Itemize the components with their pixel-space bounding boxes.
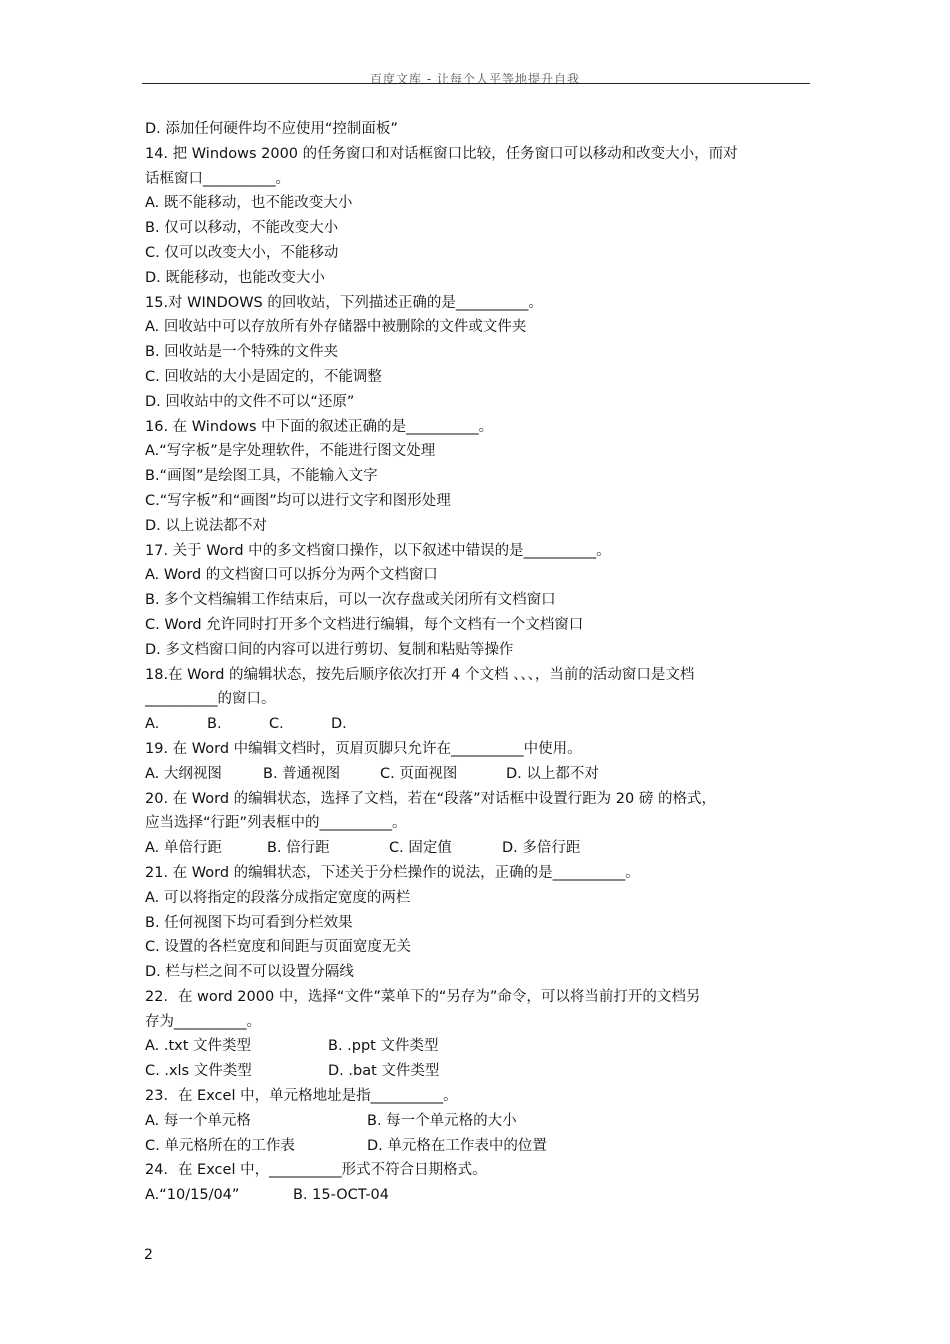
document-body (145, 117, 810, 1208)
question-stem: 21. 在 Word 的编辑状态，下述关于分栏操作的说法，正确的是__________。 (145, 864, 640, 881)
option-a: A. 单倍行距 (145, 840, 222, 857)
question-stem: 24．在 Excel 中，__________形式不符合日期格式。 (145, 1162, 487, 1179)
option-b: B. (207, 716, 222, 733)
option-line: C. 回收站的大小是固定的，不能调整 (145, 368, 382, 385)
question-stem: 16. 在 Windows 中下面的叙述正确的是__________。 (145, 418, 494, 435)
option-b: B. 普通视图 (263, 765, 341, 782)
question-stem: 17. 关于 Word 中的多文档窗口操作，以下叙述中错误的是__________。 (145, 542, 611, 559)
q23-options-row2 (145, 1134, 810, 1159)
option-a: A. .txt 文件类型 (145, 1038, 252, 1055)
option-line: B. 回收站是一个特殊的文件夹 (145, 344, 339, 361)
option-line: D. 多文档窗口间的内容可以进行剪切、复制和粘贴等操作 (145, 641, 514, 658)
question-stem: 20. 在 Word 的编辑状态，选择了文档，若在“段落”对话框中设置行距为 20 磅 的格式， (145, 790, 716, 807)
option-line: C. 仅可以改变大小，不能移动 (145, 244, 339, 261)
option-d: D. 多倍行距 (502, 840, 581, 857)
header-divider (142, 83, 810, 84)
q19-options (145, 762, 810, 787)
option-c: C. (269, 716, 284, 733)
option-b: B. .ppt 文件类型 (328, 1038, 439, 1055)
question-stem: 应当选择“行距”列表框中的__________。 (145, 815, 407, 832)
option-line: D. 回收站中的文件不可以“还原” (145, 393, 355, 410)
option-d: D. 以上都不对 (506, 765, 599, 782)
option-a: A. 大纲视图 (145, 765, 222, 782)
option-b: B. 15-OCT-04 (293, 1187, 389, 1204)
option-line: B.“画图”是绘图工具，不能输入文字 (145, 468, 378, 485)
option-line: A.“写字板”是字处理软件，不能进行图文处理 (145, 443, 436, 460)
question-stem: 存为__________。 (145, 1013, 261, 1030)
option-line: D. 栏与栏之间不可以设置分隔线 (145, 964, 354, 981)
page-header: 百度文库 - 让每个人平等地提升自我 (370, 72, 580, 86)
page-number: 2 (144, 1247, 153, 1263)
option-line: B. 任何视图下均可看到分栏效果 (145, 914, 353, 931)
question-stem: 18.在 Word 的编辑状态，按先后顺序依次打开 4 个文档 、、、，当前的活动窗口是文档 (145, 666, 695, 683)
option-a: A.“10/15/04” (145, 1187, 240, 1204)
q20-options (145, 836, 810, 861)
question-stem: 22．在 word 2000 中，选择“文件”菜单下的“另存为”命令，可以将当前打开的文档另 (145, 988, 701, 1005)
option-a: A. 每一个单元格 (145, 1112, 251, 1129)
option-line: B. 仅可以移动，不能改变大小 (145, 220, 339, 237)
q22-options-row1 (145, 1034, 810, 1059)
option-c: C. 页面视图 (380, 765, 458, 782)
option-c: C. 单元格所在的工作表 (145, 1137, 295, 1154)
question-stem: __________的窗口。 (145, 691, 276, 708)
question-stem: 19. 在 Word 中编辑文档时，页眉页脚只允许在__________中使用。 (145, 740, 582, 757)
option-b: B. 每一个单元格的大小 (367, 1112, 517, 1129)
option-line: C. 设置的各栏宽度和间距与页面宽度无关 (145, 939, 411, 956)
option-c: C. 固定值 (389, 840, 452, 857)
q18-options (145, 712, 810, 737)
question-stem: 话框窗口__________。 (145, 170, 290, 187)
question-stem: 23．在 Excel 中，单元格地址是指__________。 (145, 1088, 458, 1105)
option-line: C. Word 允许同时打开多个文档进行编辑，每个文档有一个文档窗口 (145, 616, 584, 633)
option-line: D. 以上说法都不对 (145, 517, 267, 534)
option-b: B. 倍行距 (267, 840, 330, 857)
option-line: A. Word 的文档窗口可以拆分为两个文档窗口 (145, 567, 438, 584)
q23-options-row1 (145, 1109, 810, 1134)
option-line: A. 可以将指定的段落分成指定宽度的两栏 (145, 889, 411, 906)
option-d: D. 单元格在工作表中的位置 (367, 1137, 547, 1154)
option-line: C.“写字板”和“画图”均可以进行文字和图形处理 (145, 492, 451, 509)
q24-options (145, 1183, 810, 1208)
option-c: C. .xls 文件类型 (145, 1063, 252, 1080)
q22-options-row2 (145, 1059, 810, 1084)
option-line: D. 既能移动，也能改变大小 (145, 269, 325, 286)
option-line: B. 多个文档编辑工作结束后，可以一次存盘或关闭所有文档窗口 (145, 592, 556, 609)
question-stem: 14. 把 Windows 2000 的任务窗口和对话框窗口比较，任务窗口可以移动和改变大小，而对 (145, 145, 738, 162)
question-stem: 15.对 WINDOWS 的回收站，下列描述正确的是__________。 (145, 294, 543, 311)
option-a: A. (145, 716, 160, 733)
option-line: D. 添加任何硬件均不应使用“控制面板” (145, 121, 398, 137)
option-line: A. 回收站中可以存放所有外存储器中被删除的文件或文件夹 (145, 319, 527, 336)
option-d: D. .bat 文件类型 (328, 1063, 440, 1080)
option-line: A. 既不能移动，也不能改变大小 (145, 195, 353, 212)
option-d: D. (331, 716, 347, 733)
